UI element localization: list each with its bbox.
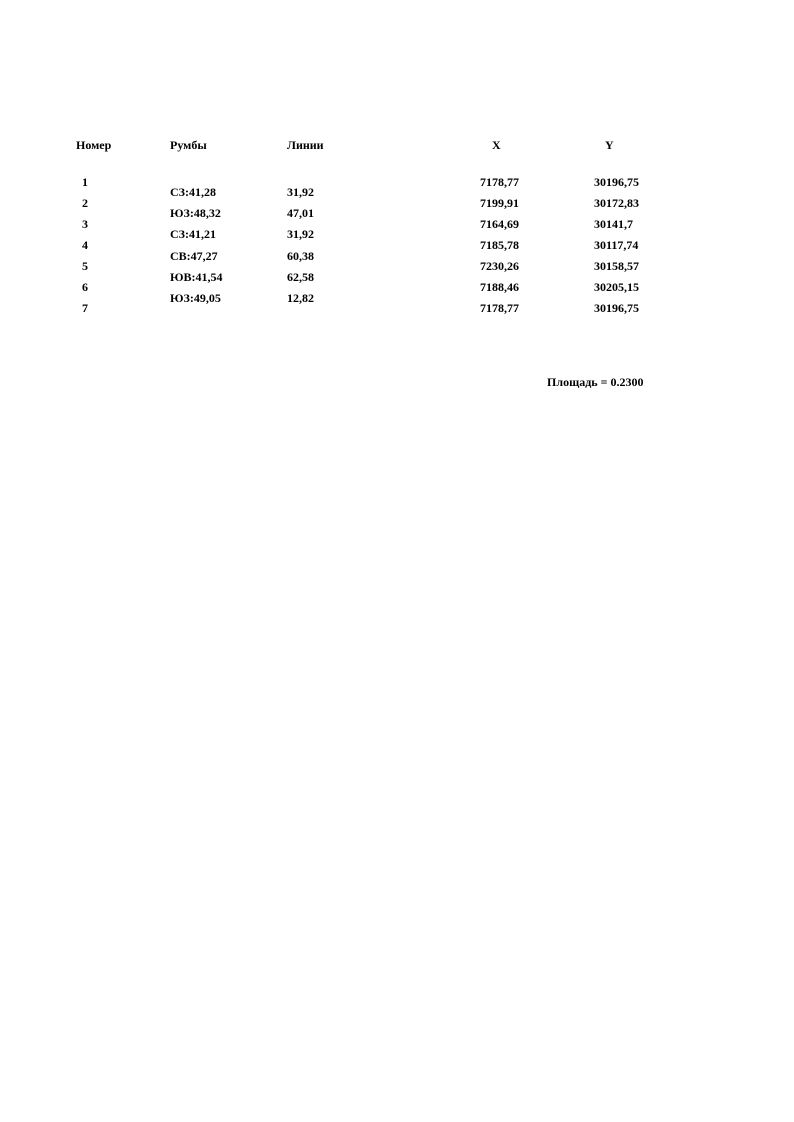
point-number: 6	[82, 280, 88, 294]
point-number: 4	[82, 238, 88, 252]
point-x: 7188,46	[480, 280, 519, 294]
header-rumb: Румбы	[170, 138, 207, 152]
point-y: 30141,7	[594, 217, 633, 231]
point-y: 30117,74	[594, 238, 639, 252]
point-x: 7178,77	[480, 301, 519, 315]
point-x: 7199,91	[480, 196, 519, 210]
area-summary: Площадь = 0.2300	[547, 375, 644, 389]
point-x: 7230,26	[480, 259, 519, 273]
point-number: 2	[82, 196, 88, 210]
segment-rumb: ЮЗ:49,05	[170, 291, 221, 305]
segment-rumb: СЗ:41,21	[170, 227, 216, 241]
segment-line: 60,38	[287, 249, 314, 263]
segment-rumb: ЮВ:41,54	[170, 270, 223, 284]
point-y: 30158,57	[594, 259, 639, 273]
point-y: 30196,75	[594, 301, 639, 315]
header-lines: Линии	[287, 138, 324, 152]
point-y: 30205,15	[594, 280, 639, 294]
header-number: Номер	[76, 138, 112, 152]
segment-line: 62,58	[287, 270, 314, 284]
segment-line: 31,92	[287, 185, 314, 199]
segment-line: 31,92	[287, 227, 314, 241]
segment-rumb: ЮЗ:48,32	[170, 206, 221, 220]
point-number: 3	[82, 217, 88, 231]
header-y: Y	[605, 138, 614, 152]
point-number: 5	[82, 259, 88, 273]
header-x: X	[492, 138, 501, 152]
segment-rumb: СВ:47,27	[170, 249, 218, 263]
point-y: 30196,75	[594, 175, 639, 189]
point-x: 7178,77	[480, 175, 519, 189]
segment-line: 12,82	[287, 291, 314, 305]
point-x: 7185,78	[480, 238, 519, 252]
segment-rumb: СЗ:41,28	[170, 185, 216, 199]
point-number: 7	[82, 301, 88, 315]
segment-line: 47,01	[287, 206, 314, 220]
point-y: 30172,83	[594, 196, 639, 210]
point-number: 1	[82, 175, 88, 189]
point-x: 7164,69	[480, 217, 519, 231]
